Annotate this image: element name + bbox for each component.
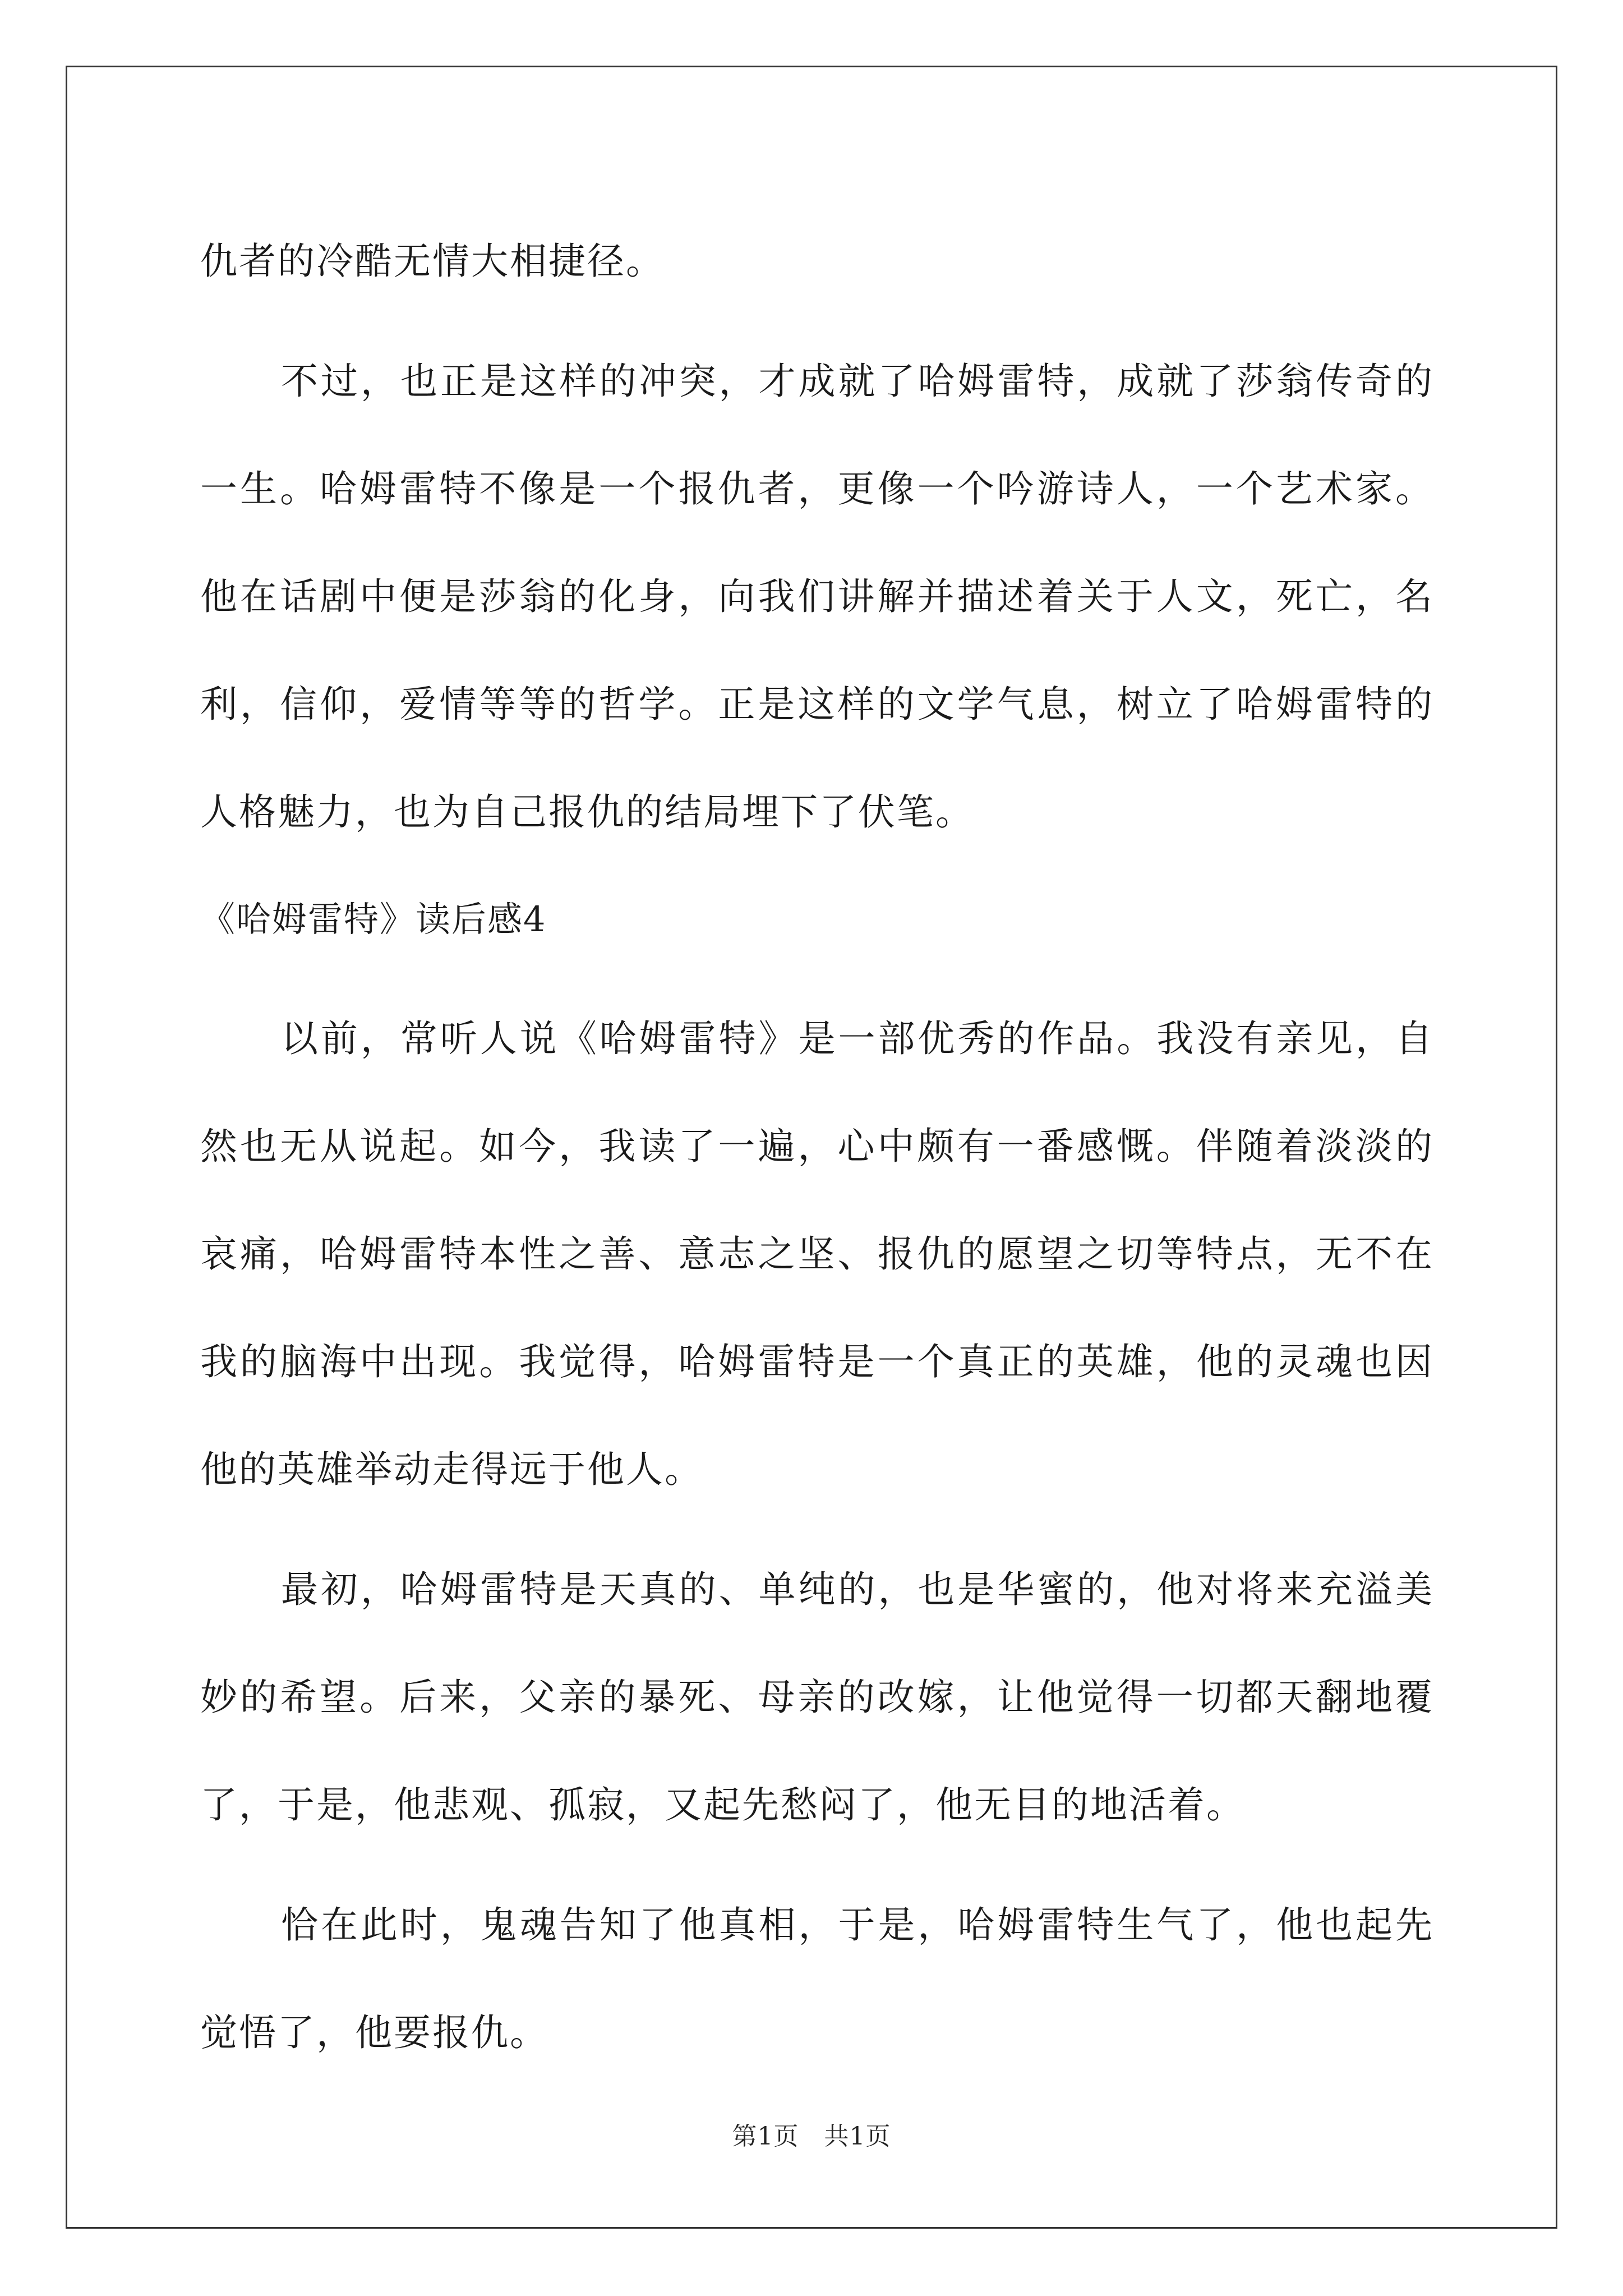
paragraph: 恰在此时，鬼魂告知了他真相，于是，哈姆雷特生气了，他也起先觉悟了，他要报仇。 — [200, 1903, 1434, 2054]
section-heading: 《哈姆雷特》读后感4 — [200, 899, 547, 940]
paragraph: 最初，哈姆雷特是天真的、单纯的，也是华蜜的，他对将来充溢美妙的希望。后来，父亲的暴死、母亲的改嫁，让他觉得一切都天翻地覆了，于是，他悲观、孤寂，又起先愁闷了，他无目的地活着。 — [200, 1568, 1434, 1826]
paragraph: 以前，常听人说《哈姆雷特》是一部优秀的作品。我没有亲见，自然也无从说起。如今，我读了一遍，心中颇有一番感慨。伴随着淡淡的哀痛，哈姆雷特本性之善、意志之坚、报仇的愿望之切等特点，无不在我的脑海中出现。我觉得，哈姆雷特是一个真正的英雄，他的灵魂也因他的英雄举动走得远于他人。 — [200, 1017, 1434, 1491]
page-number-footer: 第1页 共1页 — [732, 2122, 891, 2151]
paragraph: 不过，也正是这样的冲突，才成就了哈姆雷特，成就了莎翁传奇的一生。哈姆雷特不像是一个报仇者，更像一个吟游诗人，一个艺术家。他在话剧中便是莎翁的化身，向我们讲解并描述着关于人文，死亡，名利，信仰，爱情等等的哲学。正是这样的文学气息，树立了哈姆雷特的人格魅力，也为自己报仇的结局埋下了伏笔。 — [200, 360, 1434, 834]
document-body — [200, 208, 1434, 2087]
paragraph-continuation: 仇者的冷酷无情大相捷径。 — [200, 240, 665, 283]
